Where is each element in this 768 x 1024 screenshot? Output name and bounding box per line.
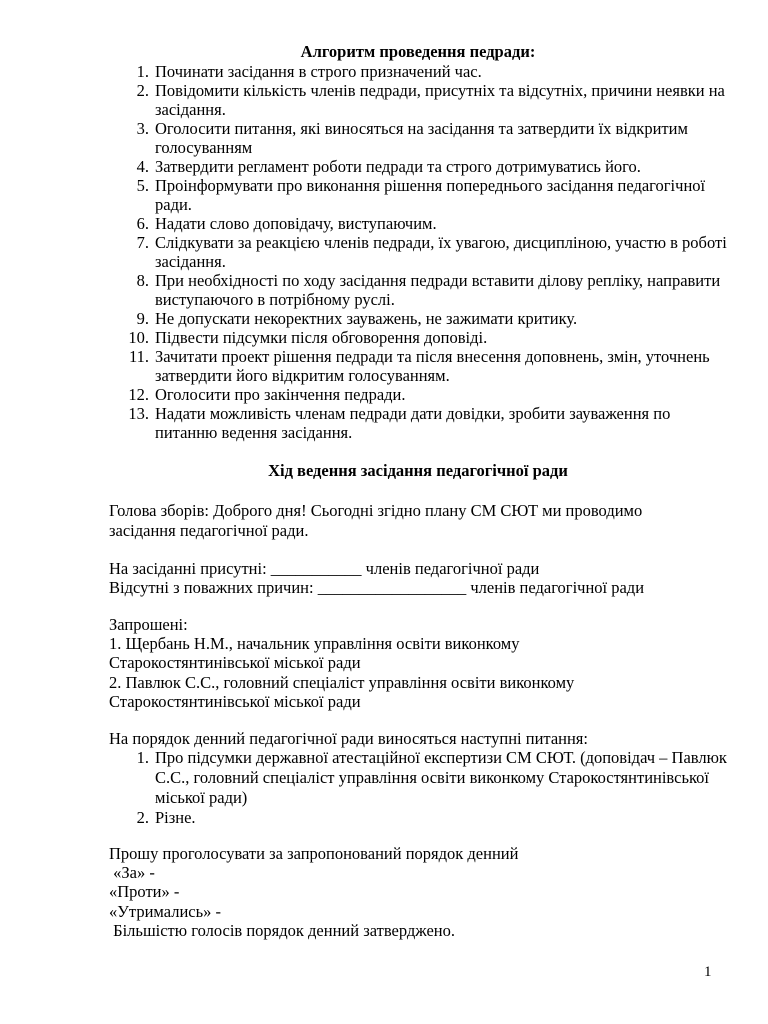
item-number: 7. — [136, 233, 149, 252]
item-number: 2. — [136, 81, 149, 100]
list-item — [109, 404, 729, 442]
item-number: 2. — [136, 808, 149, 827]
agenda-intro: На порядок денний педагогічної ради виносяться наступні питання: — [109, 729, 588, 748]
item-text: Починати засідання в строго призначений час. — [155, 62, 482, 81]
item-text: Підвести підсумки після обговорення доповіді. — [155, 328, 488, 347]
list-item — [109, 119, 729, 157]
invited-line: Старокостянтинівської міської ради — [109, 692, 361, 711]
item-number: 10. — [128, 328, 149, 347]
list-item — [109, 347, 729, 385]
item-text: Повідомити кількість членів педради, присутніх та відсутніх, причини неявки на засідання. — [155, 81, 725, 119]
invited-label: Запрошені: — [109, 615, 188, 634]
item-text: Зачитати проект рішення педради та після внесення доповнень, змін, уточнень затвердити його відкритим голосуванням. — [155, 347, 710, 385]
proceedings-title: Хід ведення засідання педагогічної ради — [268, 461, 568, 480]
item-text: Оголосити про закінчення педради. — [155, 385, 406, 404]
greeting-line: засідання педагогічної ради. — [109, 521, 309, 540]
list-item — [109, 385, 729, 404]
agenda-list — [109, 748, 729, 828]
list-item — [109, 176, 729, 214]
item-number: 9. — [136, 309, 149, 328]
item-text: Різне. — [155, 808, 196, 827]
item-text: При необхідності по ходу засідання педради вставити ділову репліку, направити виступаючого в потрібному руслі. — [155, 271, 721, 309]
item-text: Оголосити питання, які виносяться на засідання та затвердити їх відкритим голосуванням — [155, 119, 688, 157]
vote-request: Прошу проголосувати за запропонований порядок денний — [109, 844, 519, 863]
item-number: 11. — [128, 347, 149, 366]
list-item — [109, 157, 729, 176]
list-item — [109, 81, 729, 119]
list-item — [109, 808, 729, 828]
list-item — [109, 62, 729, 81]
item-number: 3. — [136, 119, 149, 138]
item-text: Проінформувати про виконання рішення попереднього засідання педагогічної ради. — [155, 176, 706, 214]
item-number: 4. — [136, 157, 149, 176]
invited-line: Старокостянтинівської міської ради — [109, 653, 361, 672]
absent-line: Відсутні з поважних причин: __________________ членів педагогічної ради — [109, 578, 645, 597]
item-text: Не допускати некоректних зауважень, не зажимати критику. — [155, 309, 578, 328]
present-line: На засіданні присутні: ___________ членів педагогічної ради — [109, 559, 540, 578]
item-number: 12. — [128, 385, 149, 404]
list-item — [109, 214, 729, 233]
algorithm-list — [109, 62, 729, 442]
greeting-line: Голова зборів: Доброго дня! Сьогодні згідно плану СМ СЮТ ми проводимо — [109, 501, 643, 520]
item-text: Про підсумки державної атестаційної експертизи СМ СЮТ. (доповідач – Павлюк С.С., головний спеціаліст управління освіти виконкому Старокостянтинівської міської ради) — [155, 748, 727, 807]
item-number: 1. — [136, 62, 149, 81]
item-text: Затвердити регламент роботи педради та строго дотримуватись його. — [155, 157, 641, 176]
item-number: 6. — [136, 214, 149, 233]
item-number: 1. — [136, 748, 149, 767]
page-number: 1 — [704, 964, 712, 980]
list-item — [109, 309, 729, 328]
vote-abstain: «Утримались» - — [109, 902, 222, 921]
list-item — [109, 271, 729, 309]
item-text: Надати слово доповідачу, виступаючим. — [155, 214, 437, 233]
vote-result: Більшістю голосів порядок денний затверджено. — [109, 921, 455, 940]
invited-line: 2. Павлюк С.С., головний спеціаліст управління освіти виконкому — [109, 673, 575, 692]
algorithm-title: Алгоритм проведення педради: — [300, 42, 536, 61]
item-number: 13. — [128, 404, 149, 423]
invited-line: 1. Щербань Н.М., начальник управління освіти виконкому — [109, 634, 520, 653]
item-number: 8. — [136, 271, 149, 290]
list-item — [109, 328, 729, 347]
item-text: Надати можливість членам педради дати довідки, зробити зауваження по питанню ведення засідання. — [155, 404, 671, 442]
item-number: 5. — [136, 176, 149, 195]
item-text: Слідкувати за реакцією членів педради, їх увагою, дисципліною, участю в роботі засідання. — [155, 233, 727, 271]
vote-for: «За» - — [109, 863, 155, 882]
list-item — [109, 233, 729, 271]
vote-against: «Проти» - — [109, 882, 180, 901]
list-item — [109, 748, 729, 808]
